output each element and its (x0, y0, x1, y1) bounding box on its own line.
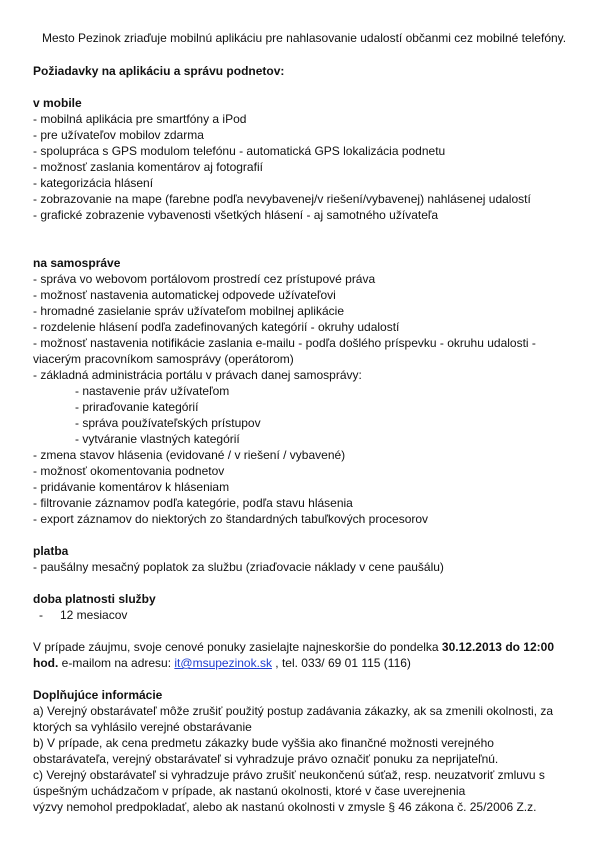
payment-heading: platba (33, 544, 69, 558)
municipality-item: - pridávanie komentárov k hláseniam (33, 480, 230, 494)
phone-text: , tel. 033/ 69 01 115 (116) (271, 656, 411, 670)
offer-line-1 (33, 640, 554, 655)
mobile-item: - možnosť zaslania komentárov aj fotografií (33, 160, 263, 174)
municipality-item: - možnosť okomentovania podnetov (33, 464, 225, 478)
intro-text: Mesto Pezinok zriaďuje mobilnú aplikáciu pre nahlasovanie udalostí občanmi cez mobilné telefóny. (42, 31, 567, 45)
mobile-heading: v mobile (33, 96, 82, 110)
admin-subitem: - priraďovanie kategórií (75, 400, 199, 414)
additional-line: výzvy nemohol predpokladať, alebo ak nastanú okolnosti v zmysle § 46 zákona č. 25/2006 Z.z. (33, 800, 537, 814)
municipality-item: - základná administrácia portálu v právach danej samosprávy: (33, 368, 362, 382)
requirements-heading: Požiadavky na aplikáciu a správu podnetov: (33, 64, 285, 78)
additional-line: obstarávateľa, verejný obstarávateľ si vyhradzuje právo označiť ponuku za neprijateľnú. (33, 752, 499, 766)
admin-subitem: - správa používateľských prístupov (75, 416, 261, 430)
municipality-item: - export záznamov do niektorých zo štandardných tabuľkových procesorov (33, 512, 429, 526)
email-link[interactable]: it@msupezinok.sk (174, 656, 272, 670)
municipality-item: - zmena stavov hlásenia (evidované / v riešení / vybavené) (33, 448, 346, 462)
mobile-item: - kategorizácia hlásení (33, 176, 154, 190)
additional-line: ktorých sa vyhlásilo verejné obstarávanie (33, 720, 252, 734)
mobile-item: - pre užívateľov mobilov zdarma (33, 128, 204, 142)
municipality-item-continued: viacerým pracovníkom samosprávy (operátorom) (33, 352, 294, 366)
municipality-item: - filtrovanie záznamov podľa kategórie, podľa stavu hlásenia (33, 496, 353, 510)
validity-text: 12 mesiacov (60, 608, 128, 622)
offer-deadline: 30.12.2013 do 12:00 (441, 640, 554, 654)
validity-dash: - (39, 608, 43, 622)
additional-line: a) Verejný obstarávateľ môže zrušiť použitý postup zadávania zákazky, ak sa zmenili okolnosti, za (33, 704, 554, 718)
municipality-item: - možnosť nastavenia notifikácie zaslania e-mailu - podľa došlého príspevku - okruhu udalosti - (33, 336, 536, 350)
mobile-item: - zobrazovanie na mape (farebne podľa nevybavenej/v riešení/vybavenej) nahlásenej udalostí (33, 192, 531, 206)
offer-deadline-suffix: hod. (33, 656, 59, 670)
validity-heading: doba platnosti služby (33, 592, 156, 606)
mobile-item: - mobilná aplikácia pre smartfóny a iPod (33, 112, 247, 126)
mobile-item: - grafické zobrazenie vybavenosti všetkých hlásení - aj samotného užívateľa (33, 208, 439, 222)
additional-line: úspešným uchádzačom v prípade, ak nastanú okolnosti, ktoré v čase uverejnenia (33, 784, 466, 798)
admin-subitem: - nastavenie práv užívateľom (75, 384, 230, 398)
municipality-item: - rozdelenie hlásení podľa zadefinovaných kategórií - okruhy udalostí (33, 320, 400, 334)
municipality-item: - hromadné zasielanie správ užívateľom mobilnej aplikácie (33, 304, 344, 318)
additional-line: c) Verejný obstarávateľ si vyhradzuje právo zrušiť neukončenú súťaž, resp. neuzatvoriť zmluvu s (33, 768, 545, 782)
municipality-item: - správa vo webovom portálovom prostredí cez prístupové práva (33, 272, 376, 286)
payment-text: - paušálny mesačný poplatok za službu (zriaďovacie náklady v cene paušálu) (33, 560, 444, 574)
offer-line-2 (33, 656, 411, 671)
additional-heading: Doplňujúce informácie (33, 688, 163, 702)
offer-text: e-mailom na adresu: (58, 656, 175, 670)
mobile-item: - spolupráca s GPS modulom telefónu - automatická GPS lokalizácia podnetu (33, 144, 446, 158)
additional-line: b) V prípade, ak cena predmetu zákazky bude vyššia ako finančné možnosti verejného (33, 736, 494, 750)
municipality-heading: na samospráve (33, 256, 121, 270)
offer-text: V prípade záujmu, svoje cenové ponuky zasielajte najneskoršie do pondelka (33, 640, 442, 654)
admin-subitem: - vytváranie vlastných kategórií (75, 432, 240, 446)
municipality-item: - možnosť nastavenia automatickej odpovede užívateľovi (33, 288, 336, 302)
